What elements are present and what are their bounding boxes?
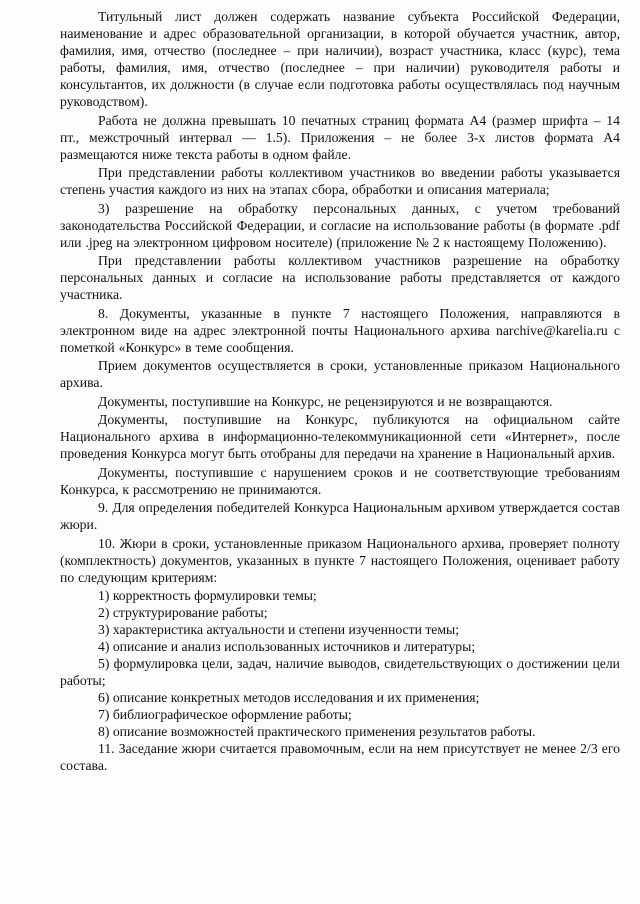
paragraph-title-page-requirements: Титульный лист должен содержать название субъекта Российской Федерации, наименование и адрес образовательной организации, в которой обучается участник, автор, фамилия, имя, отчество (последнее – при наличии), возраст участника, класс (курс), тема работы, фамилия, имя, отчество (последнее – при наличии) руководителя работы и консультантов, их должности (в случае если подготовка работы осуществлялась под научным руководством). <box>60 9 620 109</box>
paragraph-no-review: Документы, поступившие на Конкурс, не рецензируются и не возвращаются. <box>98 393 553 409</box>
paragraph-publication: Документы, поступившие на Конкурс, публикуются на официальном сайте Национального архива в информационно-телекоммуникационной сети «Интернет», после проведения Конкурса могут быть отобраны для передачи на хранение в Национальный архив. <box>60 412 620 461</box>
criteria-item: 2) структурирование работы; <box>98 605 268 620</box>
criteria-item: 3) характеристика актуальности и степени изученности темы; <box>98 622 460 637</box>
paragraph-item-10-criteria-intro: 10. Жюри в сроки, установленные приказом Национального архива, проверяет полноту (комплектность) документов, указанных в пункте 7 настоящего Положения, оценивает работу по следующим критериям: <box>60 535 620 585</box>
criteria-item: 6) описание конкретных методов исследования и их применения; <box>98 690 480 705</box>
criteria-item: 4) описание и анализ использованных источников и литературы; <box>98 639 476 654</box>
paragraph-personal-data-consent: 3) разрешение на обработку персональных данных, с учетом требований законодательства Российской Федерации, и согласие на использование работы (в формате .pdf или .jpeg на электронном цифровом носителе) (приложение № 2 к настоящему Положению). <box>60 200 620 250</box>
paragraph-item-9-jury: 9. Для определения победителей Конкурса Национальным архивом утверждается состав жюри. <box>60 500 620 532</box>
paragraph-acceptance-terms: Прием документов осуществляется в сроки, установленные приказом Национального архива. <box>60 358 620 390</box>
paragraph-work-length: Работа не должна превышать 10 печатных страниц формата А4 (размер шрифта – 14 пт., межстрочный интервал — 1.5). Приложения – не более 3-х листов формата А4 размещаются ниже текста работы в одном файле. <box>60 112 620 162</box>
criteria-item: 8) описание возможностей практического применения результатов работы. <box>98 724 536 739</box>
criteria-list <box>60 587 620 740</box>
paragraph-collective-participation: При представлении работы коллективом участников во введении работы указывается степень участия каждого из них на этапах сбора, обработки и описания материала; <box>60 165 620 197</box>
paragraph-item-11-quorum: 11. Заседание жюри считается правомочным, если на нем присутствует не менее 2/3 его состава. <box>60 741 620 773</box>
paragraph-late-submissions: Документы, поступившие с нарушением сроков и не соответствующие требованиям Конкурса, к рассмотрению не принимаются. <box>60 464 620 497</box>
criteria-item: 5) формулировка цели, задач, наличие выводов, свидетельствующих о достижении цели работы; <box>60 656 620 688</box>
criteria-item: 7) библиографическое оформление работы; <box>98 707 352 722</box>
document-body <box>60 8 620 776</box>
paragraph-item-8-submission: 8. Документы, указанные в пункте 7 настоящего Положения, направляются в электронном виде на адрес электронной почты Национального архива narchive@karelia.ru с пометкой «Конкурс» в теме сообщения. <box>60 305 620 355</box>
paragraph-collective-consent: При представлении работы коллективом участников разрешение на обработку персональных данных и согласие на использование работы представляется от каждого участника. <box>60 253 620 302</box>
criteria-item: 1) корректность формулировки темы; <box>98 588 317 603</box>
